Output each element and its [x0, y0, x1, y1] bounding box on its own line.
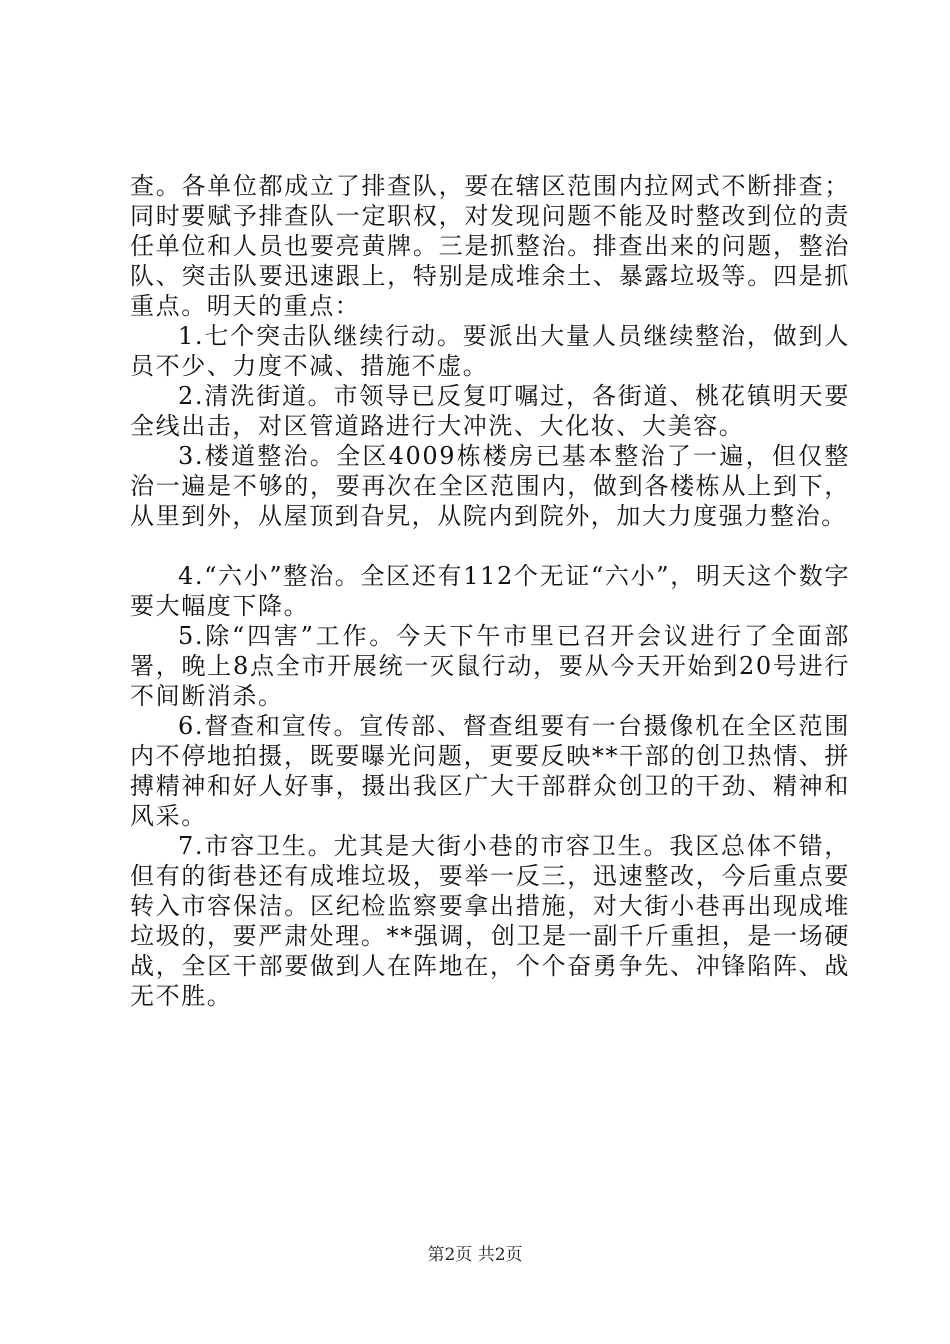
paragraph-continuation: 查。各单位都成立了排查队，要在辖区范围内拉网式不断排查；同时要赋予排查队一定职权，对发现问题不能及时整改到位的责任单位和人员也要亮黄牌。三是抓整治。排查出来的问题，整治队、突击队要迅速跟上，特别是成堆余土、暴露垃圾等。四是抓重点。明天的重点： [130, 172, 850, 320]
paragraph-item-4: 4.“六小”整治。全区还有112个无证“六小”，明天这个数字要大幅度下降。 [130, 562, 850, 620]
paragraph-item-1: 1.七个突击队继续行动。要派出大量人员继续整治，做到人员不少、力度不减、措施不虚。 [130, 322, 850, 380]
paragraph-item-5: 5.除“四害”工作。今天下午市里已召开会议进行了全面部署，晚上8点全市开展统一灭鼠行动，要从今天开始到20号进行不间断消杀。 [130, 622, 850, 710]
paragraph-item-2: 2.清洗街道。市领导已反复叮嘱过，各街道、桃花镇明天要全线出击，对区管道路进行大冲洗、大化妆、大美容。 [130, 382, 850, 440]
paragraph-item-3: 3.楼道整治。全区4009栋楼房已基本整治了一遍，但仅整治一遍是不够的，要再次在全区范围内，做到各楼栋从上到下，从里到外，从屋顶到旮旯，从院内到院外，加大力度强力整治。 [130, 442, 850, 530]
paragraph-item-7: 7.市容卫生。尤其是大街小巷的市容卫生。我区总体不错，但有的街巷还有成堆垃圾，要举一反三，迅速整改，今后重点要转入市容保洁。区纪检监察要拿出措施，对大街小巷再出现成堆垃圾的，要严肃处理。**强调，创卫是一副千斤重担，是一场硬战，全区干部要做到人在阵地在，个个奋勇争先、冲锋陷阵、战无不胜。 [130, 832, 850, 1010]
page-number-label: 第2页 共2页 [427, 1245, 523, 1265]
paragraph-item-6: 6.督查和宣传。宣传部、督查组要有一台摄像机在全区范围内不停地拍摄，既要曝光问题，更要反映**干部的创卫热情、拼搏精神和好人好事，摄出我区广大干部群众创卫的干劲、精神和风采。 [130, 712, 850, 830]
document-body [130, 171, 850, 1011]
page-footer [0, 1244, 950, 1266]
